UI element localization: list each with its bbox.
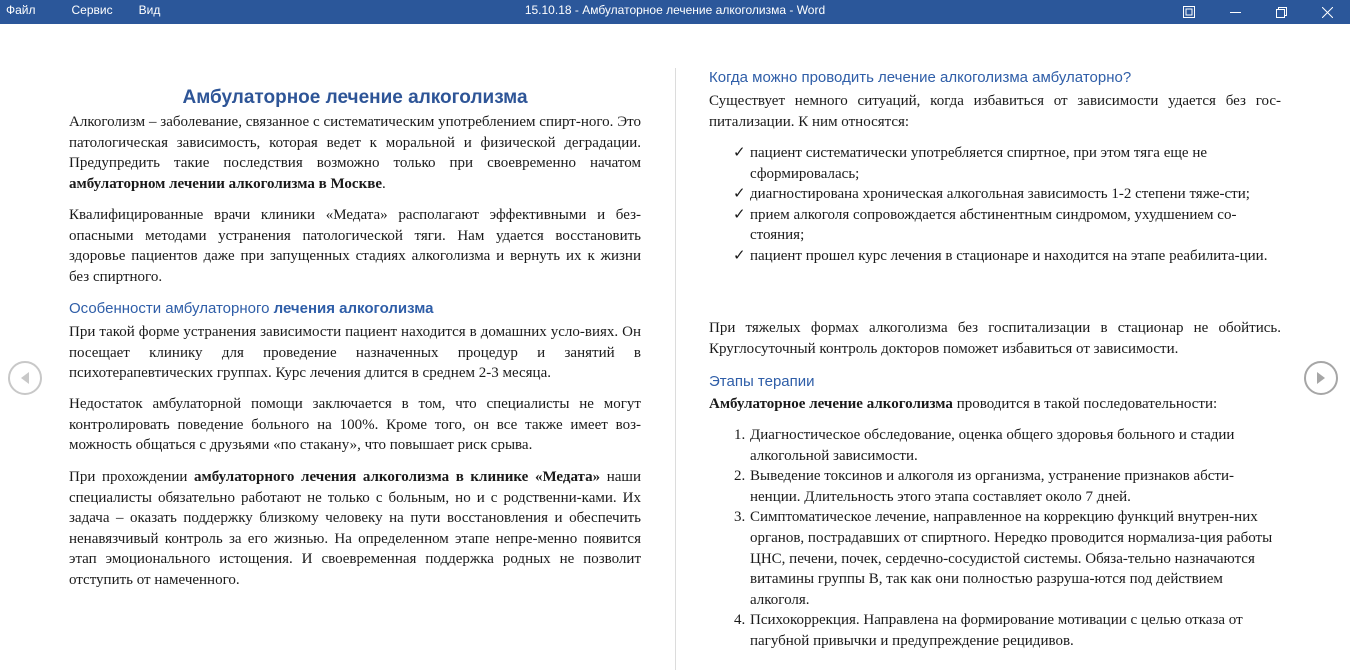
list-item: ✓ прием алкоголя сопровождается абстинентным синдромом, ухудшением со-стояния; (733, 206, 1237, 244)
window-title: 15.10.18 - Амбулаторное лечение алкоголизма - Word (524, 3, 826, 17)
step-text: Выведение токсинов и алкоголя из организма, устранение признаков абсти-ненции. Длительность этого этапа составляет около 7 дней. (750, 468, 1234, 505)
list-item (709, 466, 1281, 507)
form-paragraph: При такой форме устранения зависимости пациент находится в домашних усло-виях. Он посещает клинику для проведение назначенных процедур и занятий в психотерапевтических группах. Курс лечения длится в среднем 2-3 месяца. (69, 324, 641, 382)
list-item: ✓ пациент систематически употребляется спиртное, при этом тяга еще не сформировалась; (733, 145, 1208, 182)
step-text: Диагностическое обследование, оценка общего здоровья больного и стадии алкогольной зависимости. (750, 427, 1235, 464)
situations-paragraph: Существует немного ситуаций, когда избавиться от зависимости удается без гос-питализации. К ним относятся: (709, 93, 1281, 130)
list-item (709, 507, 1281, 610)
step-number: 3. (734, 509, 746, 526)
stages-heading: Этапы терапии (709, 373, 815, 390)
checkmark-icon: ✓ (733, 206, 746, 223)
step-number: 4. (734, 612, 746, 629)
menu-view[interactable]: Вид (138, 3, 161, 17)
intro-paragraph (69, 112, 641, 194)
family-text-start: При прохождении (69, 469, 195, 485)
sequence-bold-text: Амбулаторное лечение алкоголизма (709, 396, 953, 412)
list-item (709, 610, 1281, 651)
list-item: ✓ пациент прошел курс лечения в стационаре и находится на этапе реабилита-ции. (709, 246, 1281, 267)
checkmark-icon: ✓ (733, 247, 746, 264)
next-page-button[interactable] (1304, 361, 1338, 395)
previous-page-button[interactable] (8, 361, 42, 395)
close-button[interactable] (1304, 0, 1350, 24)
menu-file[interactable]: Файл (6, 3, 36, 17)
step-number: 2. (734, 468, 746, 485)
features-heading (69, 300, 433, 317)
list-item: ✓ диагностирована хроническая алкогольная зависимость 1-2 степени тяже-сти; (709, 184, 1281, 205)
sequence-paragraph (709, 394, 1281, 415)
when-heading: Когда можно проводить лечение алкоголизма амбулаторно? (709, 69, 1132, 86)
clinic-paragraph: Квалифицированные врачи клиники «Медата» располагают эффективными и без-опасными методами устранения патологической тяги. Нам удается восстановить здоровье пациентов даже при запущенных стадиях алкоголизма и вернуть их к жизни без спиртного. (69, 207, 641, 285)
family-paragraph (69, 467, 641, 591)
fullscreen-button[interactable] (1166, 0, 1212, 24)
drawback-paragraph: Недостаток амбулаторной помощи заключается в том, что специалисты не могут контролировать поведение больного на 100%. Кроме того, он все также имеет воз-можность общаться с друзьями «по стакану», что повышает риск срыва. (69, 396, 641, 454)
sequence-text: проводится в такой последовательности: (952, 396, 1218, 412)
title-bar (0, 0, 1350, 24)
therapy-steps-list (709, 425, 1281, 652)
checkmark-icon: ✓ (733, 186, 746, 203)
step-number: 1. (734, 427, 746, 443)
window-controls (1166, 0, 1350, 24)
close-icon (1322, 7, 1333, 18)
fullscreen-icon (1183, 6, 1195, 18)
features-heading-bold: лечения алкоголизма (273, 300, 434, 317)
intro-end: . (381, 175, 386, 192)
step-text: Симптоматическое лечение, направленное на коррекцию функций внутрен-них органов, пострадавших от спиртного. Нередко проводится нормализа-ция работы ЦНС, печени, почек, сердечно-сосудистой системы. Обяза-тельно назначаются витамины группы В, так как они полностью разруша-ются под действием алкоголя. (750, 509, 1273, 608)
arrow-left-icon (19, 371, 31, 385)
minimize-button[interactable] (1212, 0, 1258, 24)
restore-icon (1276, 7, 1287, 18)
family-bold-text: амбулаторного лечения алкоголизма в клинике «Медата» (194, 469, 601, 485)
family-text-rest: наши специалисты обязательно работают не только с больным, но и с родственни-ками. Их задача – оказать поддержку близкому человеку на пути восстановления и обеспечить ненавязчивый контроль за его жизнью. На определенном этапе непре-менно появится этап эмоционального истощения. И своевременная поддержка родных не позволит отступить от намеченного. (69, 469, 642, 588)
minimize-icon (1230, 7, 1241, 18)
list-item (709, 425, 1281, 466)
checkmark-icon: ✓ (733, 145, 746, 161)
step-text: Психокоррекция. Направлена на формирование мотивации с целью отказа от пагубной привычки и предупреждение рецидивов. (750, 612, 1243, 649)
indications-list (709, 143, 1281, 267)
restore-button[interactable] (1258, 0, 1304, 24)
document-page (0, 24, 1350, 670)
intro-text: Алкоголизм – заболевание, связанное с систематическим употреблением спирт-ного. Это патологическая зависимость, которая ведет к моральной и физической деградации. Предупредить такие последствия возможно только при своевременно начатом (69, 114, 641, 172)
document-title: Амбулаторное лечение алкоголизма (182, 87, 528, 108)
menu-bar (0, 0, 168, 24)
page-divider (675, 68, 676, 670)
menu-tools[interactable]: Сервис (71, 3, 113, 17)
intro-bold-text: амбулаторном лечении алкоголизма в Москве (69, 175, 382, 192)
features-heading-text: Особенности амбулаторного (69, 300, 274, 317)
severe-paragraph: При тяжелых формах алкоголизма без госпитализации в стационар не обойтись. Круглосуточный контроль докторов поможет избавиться от зависимости. (709, 320, 1281, 357)
arrow-right-icon (1315, 371, 1327, 385)
